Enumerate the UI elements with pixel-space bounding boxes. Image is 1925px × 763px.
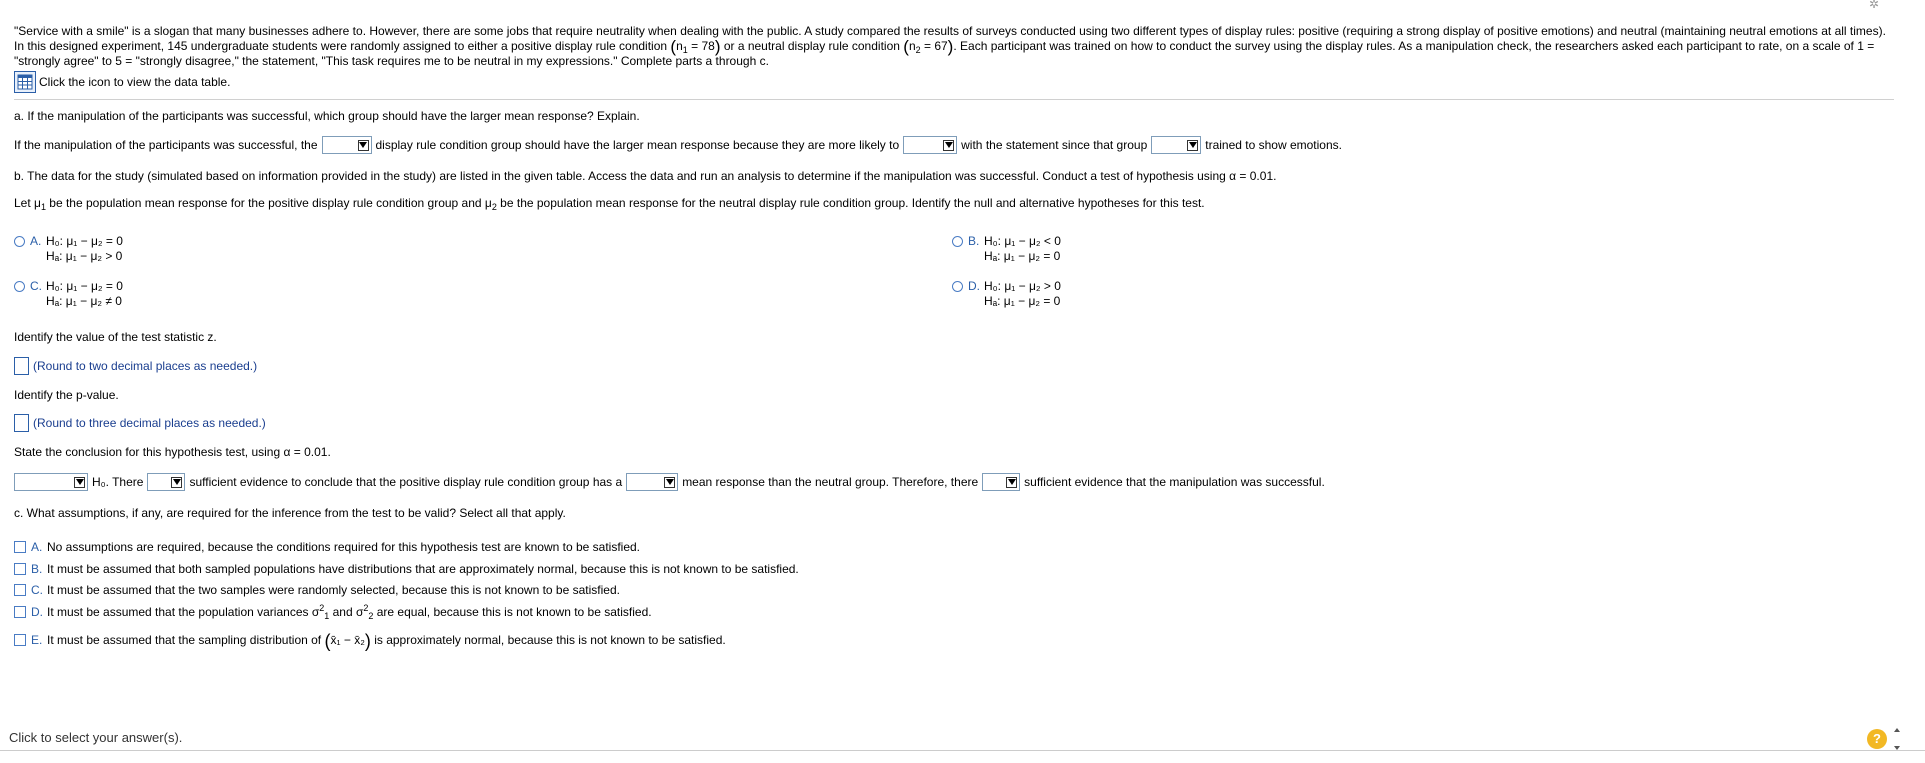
conclusion-text-4: sufficient evidence that the manipulation was successful.: [1024, 475, 1325, 489]
was-wasnt-dropdown[interactable]: [1151, 136, 1201, 154]
answer-instruction: Click to select your answer(s).: [9, 730, 183, 745]
data-table-link-text[interactable]: Click the icon to view the data table.: [39, 75, 231, 89]
assumption-option-c[interactable]: C. It must be assumed that the two samples were randomly selected, because this is not known to be satisfied.: [14, 583, 620, 598]
dropdown-arrow-icon: [358, 140, 369, 151]
alternative-hypothesis: Hₐ: μ₁ − μ₂ > 0: [46, 249, 123, 263]
dropdown-arrow-icon: [171, 477, 182, 488]
alternative-hypothesis: Hₐ: μ₁ − μ₂ = 0: [984, 294, 1061, 308]
hypothesis-option-d[interactable]: D. H₀: μ₁ − μ₂ > 0 Hₐ: μ₁ − μ₂ = 0: [952, 279, 1061, 309]
is-is-not-dropdown-2[interactable]: [982, 473, 1020, 491]
conclusion-text-1: H₀. There: [92, 475, 144, 489]
hypothesis-option-b[interactable]: B. H₀: μ₁ − μ₂ < 0 Hₐ: μ₁ − μ₂ = 0: [952, 234, 1061, 264]
data-table-icon[interactable]: [14, 71, 36, 93]
display-rule-group-dropdown[interactable]: [322, 136, 372, 154]
part-c-question: c. What assumptions, if any, are required for the inference from the test to be valid? Select all that apply.: [14, 506, 566, 520]
checkbox[interactable]: [14, 634, 26, 646]
dropdown-arrow-icon: [1006, 477, 1017, 488]
hypothesis-option-a[interactable]: A. H₀: μ₁ − μ₂ = 0 Hₐ: μ₁ − μ₂ > 0: [14, 234, 123, 264]
p-value-row: [14, 414, 266, 432]
part-b-let-statement: Let $\mu_1$ be the population mean response for the positive display rule condition group and $\mu_2$ be the population mean response for the neutral display rule condition group. Identify the null and alternative hypotheses for this test.: [14, 196, 1205, 212]
dropdown-arrow-icon: [74, 477, 85, 488]
agree-disagree-dropdown[interactable]: [903, 136, 957, 154]
round-hint: (Round to two decimal places as needed.): [33, 359, 258, 373]
assumption-option-e[interactable]: E. It must be assumed that the sampling distribution of (x̄₁ − x̄₂) is approximately normal, because this is not known to be satisfied.: [14, 633, 726, 648]
test-statistic-input[interactable]: [14, 357, 29, 375]
larger-smaller-dropdown[interactable]: [626, 473, 678, 491]
radio-button[interactable]: [14, 236, 25, 247]
hypothesis-option-c[interactable]: C. H₀: μ₁ − μ₂ = 0 Hₐ: μ₁ − μ₂ ≠ 0: [14, 279, 123, 309]
part-a-question: a. If the manipulation of the participants was successful, which group should have the larger mean response? Explain.: [14, 109, 640, 123]
checkbox[interactable]: [14, 584, 26, 596]
test-statistic-label: Identify the value of the test statistic z.: [14, 330, 217, 344]
conclusion-text-3: mean response than the neutral group. Therefore, there: [682, 475, 979, 489]
radio-button[interactable]: [952, 236, 963, 247]
null-hypothesis: H₀: μ₁ − μ₂ = 0: [46, 234, 123, 248]
reject-dropdown[interactable]: [14, 473, 88, 491]
alternative-hypothesis: Hₐ: μ₁ − μ₂ ≠ 0: [46, 294, 122, 308]
null-hypothesis: H₀: μ₁ − μ₂ < 0: [984, 234, 1061, 248]
is-is-not-dropdown[interactable]: [147, 473, 185, 491]
settings-icon[interactable]: ✲: [1869, 0, 1880, 8]
help-icon[interactable]: ?: [1867, 729, 1887, 749]
part-a-text-2: display rule condition group should have the larger mean response because they are more likely to: [375, 138, 900, 152]
section-divider: [14, 99, 1894, 100]
part-a-text-1: If the manipulation of the participants was successful, the: [14, 138, 318, 152]
checkbox[interactable]: [14, 541, 26, 553]
conclusion-label: State the conclusion for this hypothesis test, using α = 0.01.: [14, 445, 331, 459]
dropdown-arrow-icon: [664, 477, 675, 488]
part-b-question: b. The data for the study (simulated based on information provided in the study) are listed in the given table. Access the data and run an analysis to determine if the manipulation was successful. Conduct a test of hypothesis using α = 0.01.: [14, 169, 1277, 183]
checkbox[interactable]: [14, 563, 26, 575]
dropdown-arrow-icon: [943, 140, 954, 151]
radio-button[interactable]: [952, 281, 963, 292]
test-statistic-row: [14, 357, 257, 375]
p-value-input[interactable]: [14, 414, 29, 432]
assumption-option-d[interactable]: D. It must be assumed that the population variances $\sigma^2_1$ and $\sigma^2_2$ are equal, because this is not known to be satisfied.: [14, 605, 652, 620]
checkbox[interactable]: [14, 606, 26, 618]
assumption-option-a[interactable]: A. No assumptions are required, because the conditions required for this hypothesis test are known to be satisfied.: [14, 540, 640, 555]
conclusion-row: [14, 473, 1325, 491]
data-table-link[interactable]: [14, 71, 1894, 93]
null-hypothesis: H₀: μ₁ − μ₂ > 0: [984, 279, 1061, 293]
assumption-option-b[interactable]: B. It must be assumed that both sampled populations have distributions that are approximately normal, because this is not known to be satisfied.: [14, 562, 799, 577]
null-hypothesis: H₀: μ₁ − μ₂ = 0: [46, 279, 123, 293]
conclusion-text-2: sufficient evidence to conclude that the positive display rule condition group has a: [189, 475, 623, 489]
footer-divider: [0, 750, 1925, 751]
dropdown-arrow-icon: [1187, 140, 1198, 151]
part-a-answer-row: [14, 136, 1342, 154]
alternative-hypothesis: Hₐ: μ₁ − μ₂ = 0: [984, 249, 1061, 263]
part-a-text-4: trained to show emotions.: [1205, 138, 1342, 152]
scroll-arrows-icon[interactable]: [1893, 728, 1901, 750]
part-a-text-3: with the statement since that group: [961, 138, 1148, 152]
problem-intro: "Service with a smile" is a slogan that many businesses adhere to. However, there are some jobs that require neutrality when dealing with the public. A study compared the results of surveys conducted using two different types of display rules: positive (requiring a strong display of positive emotions) and neutral (maintaining neutral emotions at all times). In this designed experiment, 145 undergraduate students were randomly assigned to either a positive display rule condition $(n_1 = 78)$ or a neutral display rule condition $(n_2 = 67)$. Each participant was trained on how to conduct the survey using the display rules. As a manipulation check, the researchers asked each participant to rate, on a scale of 1 = "strongly agree" to 5 = "strongly disagree," the statement, "This task requires me to be neutral in my expressions." Complete parts a through c.: [14, 24, 1886, 68]
round-hint: (Round to three decimal places as needed.): [33, 416, 266, 430]
p-value-label: Identify the p-value.: [14, 388, 119, 402]
radio-button[interactable]: [14, 281, 25, 292]
